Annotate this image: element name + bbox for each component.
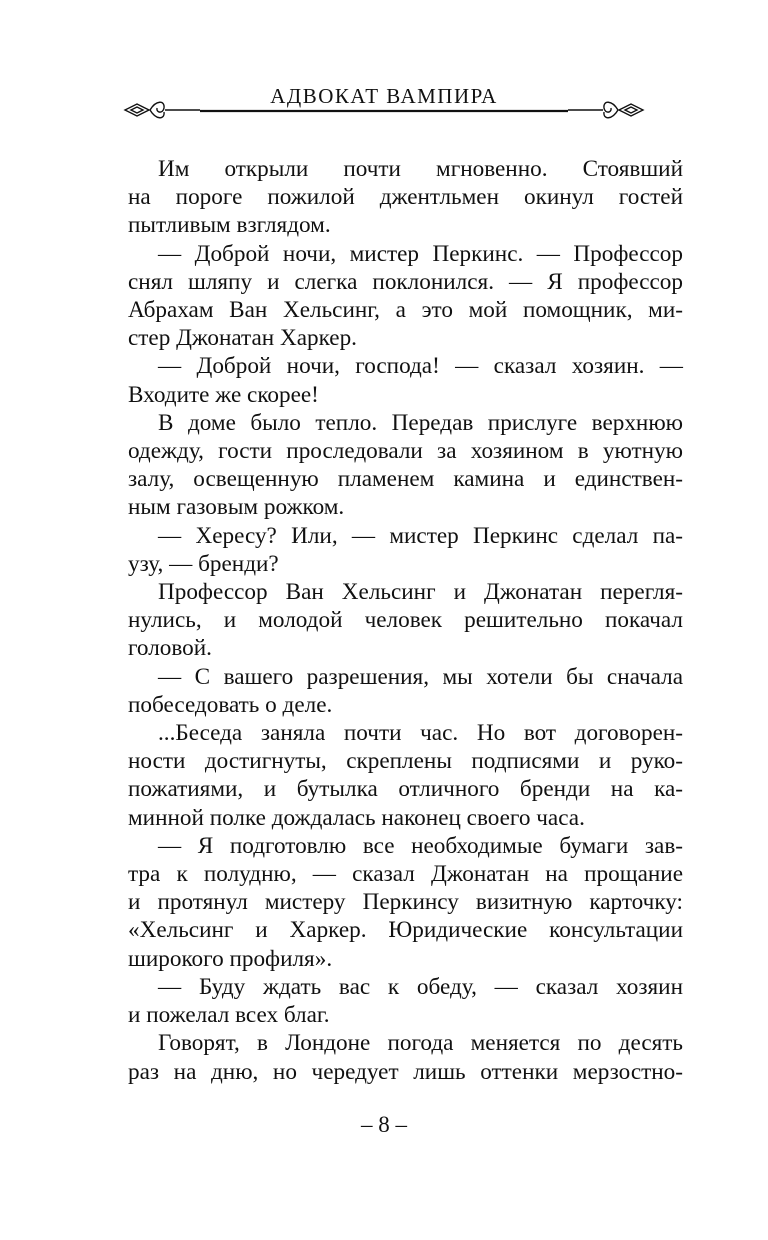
text-line: стер Джонатан Харкер. bbox=[128, 325, 357, 352]
running-title: АДВОКАТ ВАМПИРА bbox=[270, 84, 498, 108]
text-line: узу, — бренди? bbox=[128, 550, 279, 577]
text-line: Профессор Ван Хельсинг и Джонатан перегля- bbox=[158, 579, 683, 606]
text-line: — Буду ждать вас к обеду, — сказал хозяин bbox=[158, 973, 683, 1000]
text-line: головой. bbox=[128, 635, 212, 662]
running-header bbox=[0, 78, 768, 138]
text-line: ности достигнуты, скреплены подписями и руко- bbox=[128, 748, 683, 775]
text-line: Входите же скорее! bbox=[128, 381, 319, 408]
text-line: пытливым взглядом. bbox=[128, 212, 331, 239]
text-line: раз на дню, но чередует лишь оттенки мерзостно- bbox=[128, 1058, 683, 1085]
text-line: одежду, гости проследовали за хозяином в уютную bbox=[128, 438, 683, 465]
page-number: – 8 – bbox=[361, 1112, 407, 1137]
text-line: и протянул мистеру Перкинсу визитную карточку: bbox=[128, 889, 683, 916]
text-line: Говорят, в Лондоне погода меняется по десять bbox=[158, 1030, 683, 1057]
text-line: пожатиями, и бутылка отличного бренди на ка- bbox=[128, 776, 683, 803]
body-text bbox=[128, 155, 683, 1086]
text-line: нулись, и молодой человек решительно покачал bbox=[128, 607, 683, 634]
text-line: минной полке дождалась наконец своего часа. bbox=[128, 804, 585, 831]
text-line: — Доброй ночи, господа! — сказал хозяин. — bbox=[158, 353, 683, 380]
text-line: — Я подготовлю все необходимые бумаги зав- bbox=[158, 832, 683, 859]
text-line: Абрахам Ван Хельсинг, а это мой помощник, ми- bbox=[128, 297, 683, 324]
text-line: — Доброй ночи, мистер Перкинс. — Профессор bbox=[158, 240, 683, 267]
text-line: «Хельсинг и Харкер. Юридические консультации bbox=[128, 917, 683, 944]
text-line: и пожелал всех благ. bbox=[128, 1002, 330, 1029]
text-line: на пороге пожилой джентльмен окинул гостей bbox=[128, 184, 683, 211]
text-line: тра к полудню, — сказал Джонатан на прощание bbox=[128, 861, 683, 888]
text-line: В доме было тепло. Передав прислуге верхнюю bbox=[158, 409, 683, 436]
text-line: побеседовать о деле. bbox=[128, 691, 333, 718]
text-line: — С вашего разрешения, мы хотели бы сначала bbox=[158, 663, 683, 690]
text-line: залу, освещенную пламенем камина и единствен- bbox=[128, 466, 683, 493]
text-line: ным газовым рожком. bbox=[128, 494, 345, 521]
text-line: снял шляпу и слегка поклонился. — Я профессор bbox=[128, 268, 683, 295]
text-line: — Хересу? Или, — мистер Перкинс сделал па- bbox=[158, 522, 683, 549]
text-line: Им открыли почти мгновенно. Стоявший bbox=[158, 156, 683, 182]
text-line: ...Беседа заняла почти час. Но вот договорен- bbox=[158, 720, 683, 747]
text-line: широкого профиля». bbox=[128, 945, 333, 972]
